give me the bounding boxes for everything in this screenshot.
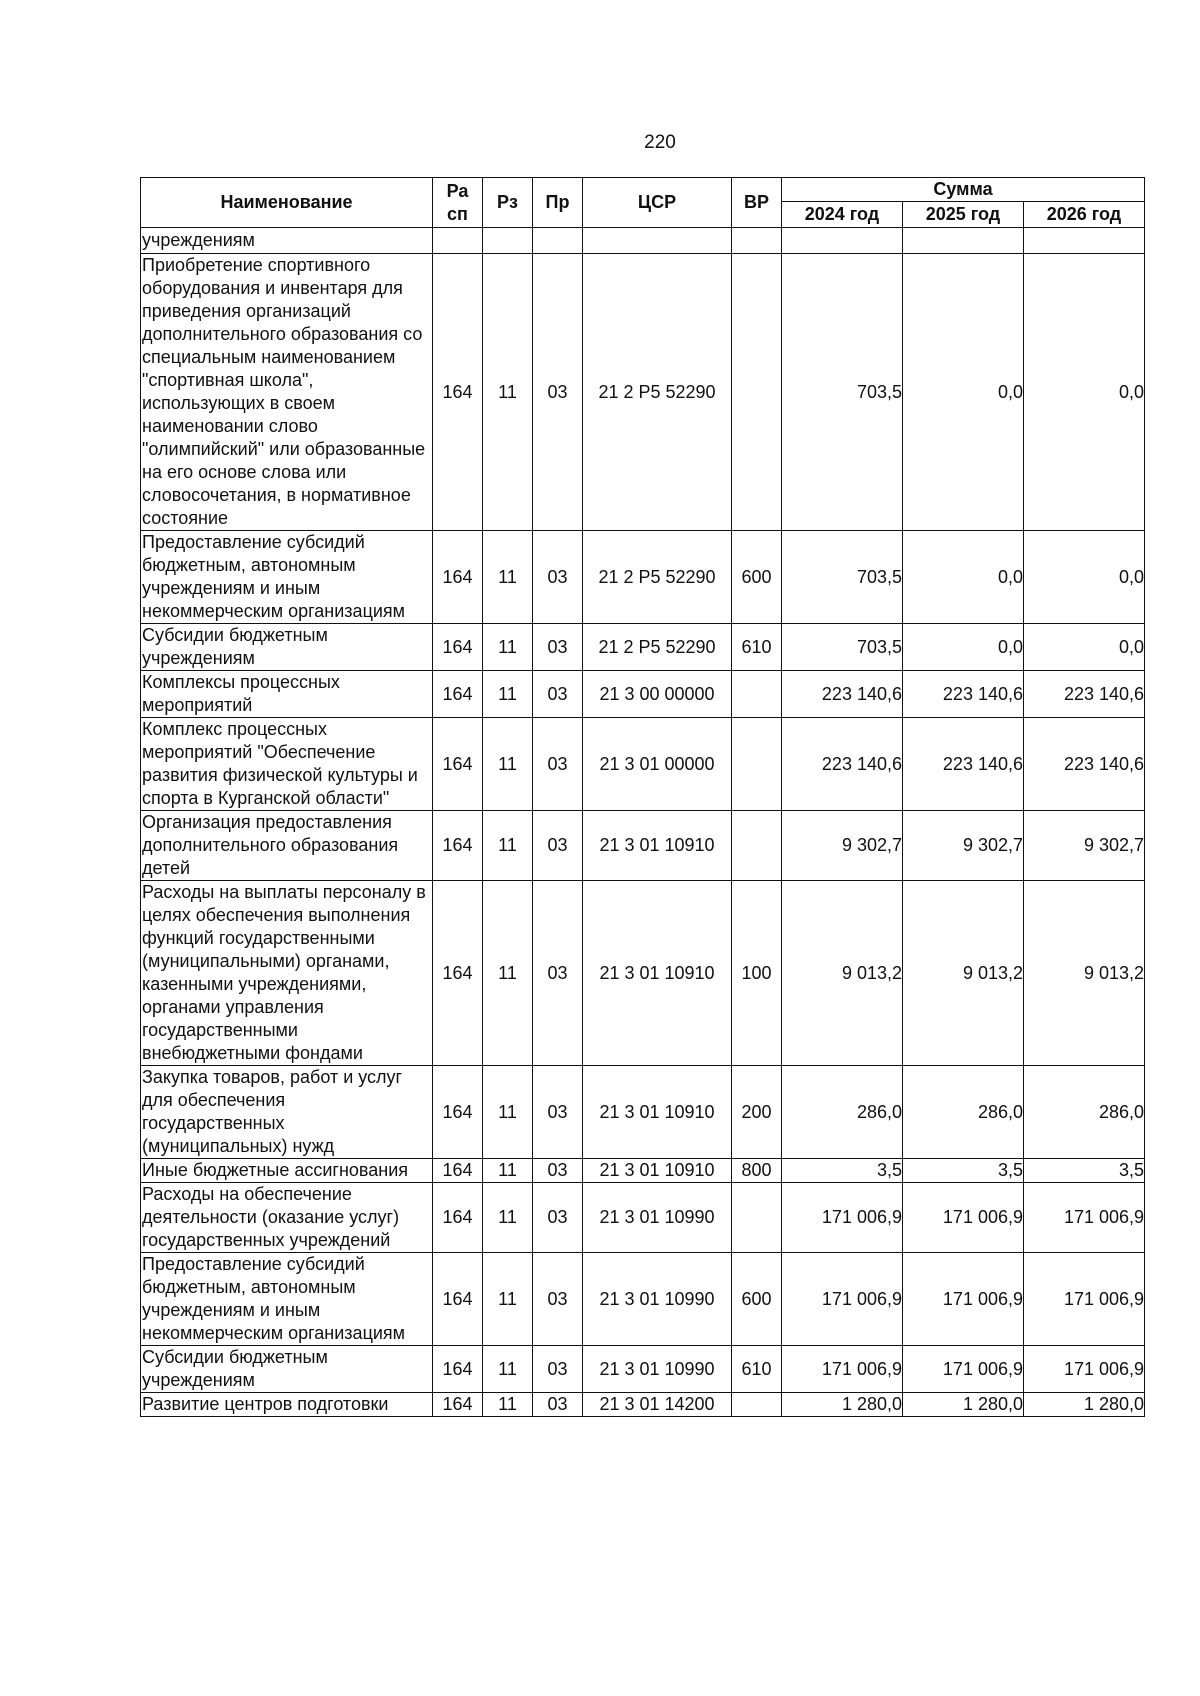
cell-rz: 11 [483,1393,533,1417]
cell-vr: 600 [732,531,782,624]
cell-2026: 286,0 [1024,1066,1145,1159]
cell-rasp: 164 [433,811,483,881]
cell-2026: 0,0 [1024,624,1145,671]
cell-vr: 610 [732,1346,782,1393]
cell-name: Иные бюджетные ассигнования [141,1159,433,1183]
cell-rz: 11 [483,624,533,671]
cell-pr: 03 [533,624,583,671]
table-row [141,624,1145,671]
table-row [141,1393,1145,1417]
cell-rasp: 164 [433,254,483,531]
cell-2024: 1 280,0 [782,1393,903,1417]
cell-csr: 21 3 01 10990 [583,1183,732,1253]
cell-name: учреждениям [141,228,433,254]
cell-2026: 171 006,9 [1024,1253,1145,1346]
cell-vr [732,671,782,718]
cell-2026: 9 013,2 [1024,881,1145,1066]
cell-2026: 223 140,6 [1024,671,1145,718]
cell-csr [583,228,732,254]
cell-name: Расходы на обеспечение деятельности (оказание услуг) государственных учреждений [141,1183,433,1253]
cell-name: Закупка товаров, работ и услуг для обеспечения государственных (муниципальных) нужд [141,1066,433,1159]
cell-vr: 610 [732,624,782,671]
cell-2026 [1024,228,1145,254]
cell-2025: 171 006,9 [903,1183,1024,1253]
cell-2025: 0,0 [903,254,1024,531]
cell-2026: 1 280,0 [1024,1393,1145,1417]
col-2026-header: 2026 год [1024,202,1145,228]
cell-pr: 03 [533,1159,583,1183]
cell-pr: 03 [533,811,583,881]
cell-vr [732,811,782,881]
cell-csr: 21 2 Р5 52290 [583,531,732,624]
cell-rasp: 164 [433,671,483,718]
cell-vr [732,254,782,531]
cell-rasp: 164 [433,531,483,624]
cell-2024: 223 140,6 [782,671,903,718]
cell-2025: 223 140,6 [903,671,1024,718]
cell-vr [732,1393,782,1417]
cell-csr: 21 3 01 10910 [583,1159,732,1183]
cell-name: Расходы на выплаты персоналу в целях обеспечения выполнения функций государственными (муниципальными) органами, казенными учреждениями, органами управления государственными внебюджетными фондами [141,881,433,1066]
cell-2024: 171 006,9 [782,1183,903,1253]
cell-csr: 21 3 00 00000 [583,671,732,718]
table-row [141,811,1145,881]
cell-rz: 11 [483,254,533,531]
cell-csr: 21 3 01 10990 [583,1253,732,1346]
page-number: 220 [644,132,676,153]
cell-2025: 171 006,9 [903,1253,1024,1346]
cell-name: Субсидии бюджетным учреждениям [141,1346,433,1393]
cell-pr: 03 [533,254,583,531]
cell-2025: 0,0 [903,624,1024,671]
cell-rz: 11 [483,1253,533,1346]
cell-rz: 11 [483,811,533,881]
table-row [141,1183,1145,1253]
cell-csr: 21 3 01 14200 [583,1393,732,1417]
cell-2024: 171 006,9 [782,1253,903,1346]
cell-csr: 21 3 01 10990 [583,1346,732,1393]
col-pr-header: Пр [533,178,583,228]
cell-2025: 223 140,6 [903,718,1024,811]
col-csr-header: ЦСР [583,178,732,228]
cell-vr: 600 [732,1253,782,1346]
cell-rz: 11 [483,718,533,811]
cell-pr: 03 [533,1066,583,1159]
cell-name: Комплексы процессных мероприятий [141,671,433,718]
cell-2026: 0,0 [1024,531,1145,624]
table-row [141,254,1145,531]
cell-rasp: 164 [433,624,483,671]
cell-rasp: 164 [433,1066,483,1159]
cell-pr: 03 [533,718,583,811]
cell-name: Предоставление субсидий бюджетным, автономным учреждениям и иным некоммерческим организациям [141,1253,433,1346]
cell-rz: 11 [483,531,533,624]
cell-rasp: 164 [433,1183,483,1253]
cell-rasp: 164 [433,718,483,811]
cell-2025: 0,0 [903,531,1024,624]
cell-pr: 03 [533,881,583,1066]
col-name-header: Наименование [141,178,433,228]
cell-2025: 171 006,9 [903,1346,1024,1393]
col-2024-header: 2024 год [782,202,903,228]
table-row [141,1159,1145,1183]
cell-2024: 703,5 [782,254,903,531]
cell-2024: 3,5 [782,1159,903,1183]
cell-vr: 100 [732,881,782,1066]
cell-2025: 9 302,7 [903,811,1024,881]
table-row [141,881,1145,1066]
cell-2024: 223 140,6 [782,718,903,811]
table-row [141,671,1145,718]
cell-vr: 800 [732,1159,782,1183]
cell-csr: 21 3 01 10910 [583,881,732,1066]
cell-2025: 3,5 [903,1159,1024,1183]
cell-rasp [433,228,483,254]
col-rasp-header [433,178,483,228]
table-row [141,228,1145,254]
cell-name: Комплекс процессных мероприятий "Обеспечение развития физической культуры и спорта в Курганской области" [141,718,433,811]
col-2025-header: 2025 год [903,202,1024,228]
cell-2024 [782,228,903,254]
cell-2026: 223 140,6 [1024,718,1145,811]
cell-2026: 171 006,9 [1024,1346,1145,1393]
cell-rz: 11 [483,881,533,1066]
cell-2026: 171 006,9 [1024,1183,1145,1253]
cell-rz: 11 [483,671,533,718]
table-row [141,1066,1145,1159]
cell-name: Приобретение спортивного оборудования и инвентаря для приведения организаций дополнительного образования со специальным наименованием "спортивная школа", использующих в своем наименовании слово "олимпийский" или образованные на его основе слова или словосочетания, в нормативное состояние [141,254,433,531]
cell-rz [483,228,533,254]
cell-2024: 703,5 [782,624,903,671]
cell-name: Развитие центров подготовки [141,1393,433,1417]
budget-table [140,177,1145,1417]
cell-rasp: 164 [433,1253,483,1346]
col-rz-header: Рз [483,178,533,228]
cell-vr: 200 [732,1066,782,1159]
cell-vr [732,1183,782,1253]
cell-pr: 03 [533,671,583,718]
cell-2026: 3,5 [1024,1159,1145,1183]
cell-name: Предоставление субсидий бюджетным, автономным учреждениям и иным некоммерческим организациям [141,531,433,624]
cell-rasp: 164 [433,1346,483,1393]
cell-csr: 21 3 01 00000 [583,718,732,811]
col-rasp-header-line1: Ра [446,180,469,201]
col-sum-header: Сумма [782,178,1145,202]
cell-csr: 21 3 01 10910 [583,1066,732,1159]
cell-rz: 11 [483,1159,533,1183]
cell-2026: 9 302,7 [1024,811,1145,881]
cell-pr: 03 [533,531,583,624]
cell-pr [533,228,583,254]
cell-rz: 11 [483,1183,533,1253]
cell-pr: 03 [533,1346,583,1393]
table-row [141,718,1145,811]
cell-pr: 03 [533,1393,583,1417]
col-rasp-header-line2: сп [447,203,468,224]
cell-csr: 21 3 01 10910 [583,811,732,881]
cell-2024: 286,0 [782,1066,903,1159]
cell-csr: 21 2 Р5 52290 [583,624,732,671]
cell-csr: 21 2 Р5 52290 [583,254,732,531]
cell-2025: 286,0 [903,1066,1024,1159]
cell-rz: 11 [483,1066,533,1159]
cell-2024: 9 302,7 [782,811,903,881]
table-row [141,1346,1145,1393]
table-row [141,1253,1145,1346]
header-row [141,178,1145,202]
cell-pr: 03 [533,1253,583,1346]
cell-name: Субсидии бюджетным учреждениям [141,624,433,671]
cell-name: Организация предоставления дополнительного образования детей [141,811,433,881]
cell-vr [732,718,782,811]
cell-2026: 0,0 [1024,254,1145,531]
cell-vr [732,228,782,254]
cell-rasp: 164 [433,1159,483,1183]
cell-2024: 171 006,9 [782,1346,903,1393]
cell-2025: 9 013,2 [903,881,1024,1066]
cell-rasp: 164 [433,881,483,1066]
cell-2025: 1 280,0 [903,1393,1024,1417]
col-vr-header: ВР [732,178,782,228]
cell-rasp: 164 [433,1393,483,1417]
table-row [141,531,1145,624]
cell-rz: 11 [483,1346,533,1393]
cell-pr: 03 [533,1183,583,1253]
cell-2024: 703,5 [782,531,903,624]
cell-2025 [903,228,1024,254]
cell-2024: 9 013,2 [782,881,903,1066]
